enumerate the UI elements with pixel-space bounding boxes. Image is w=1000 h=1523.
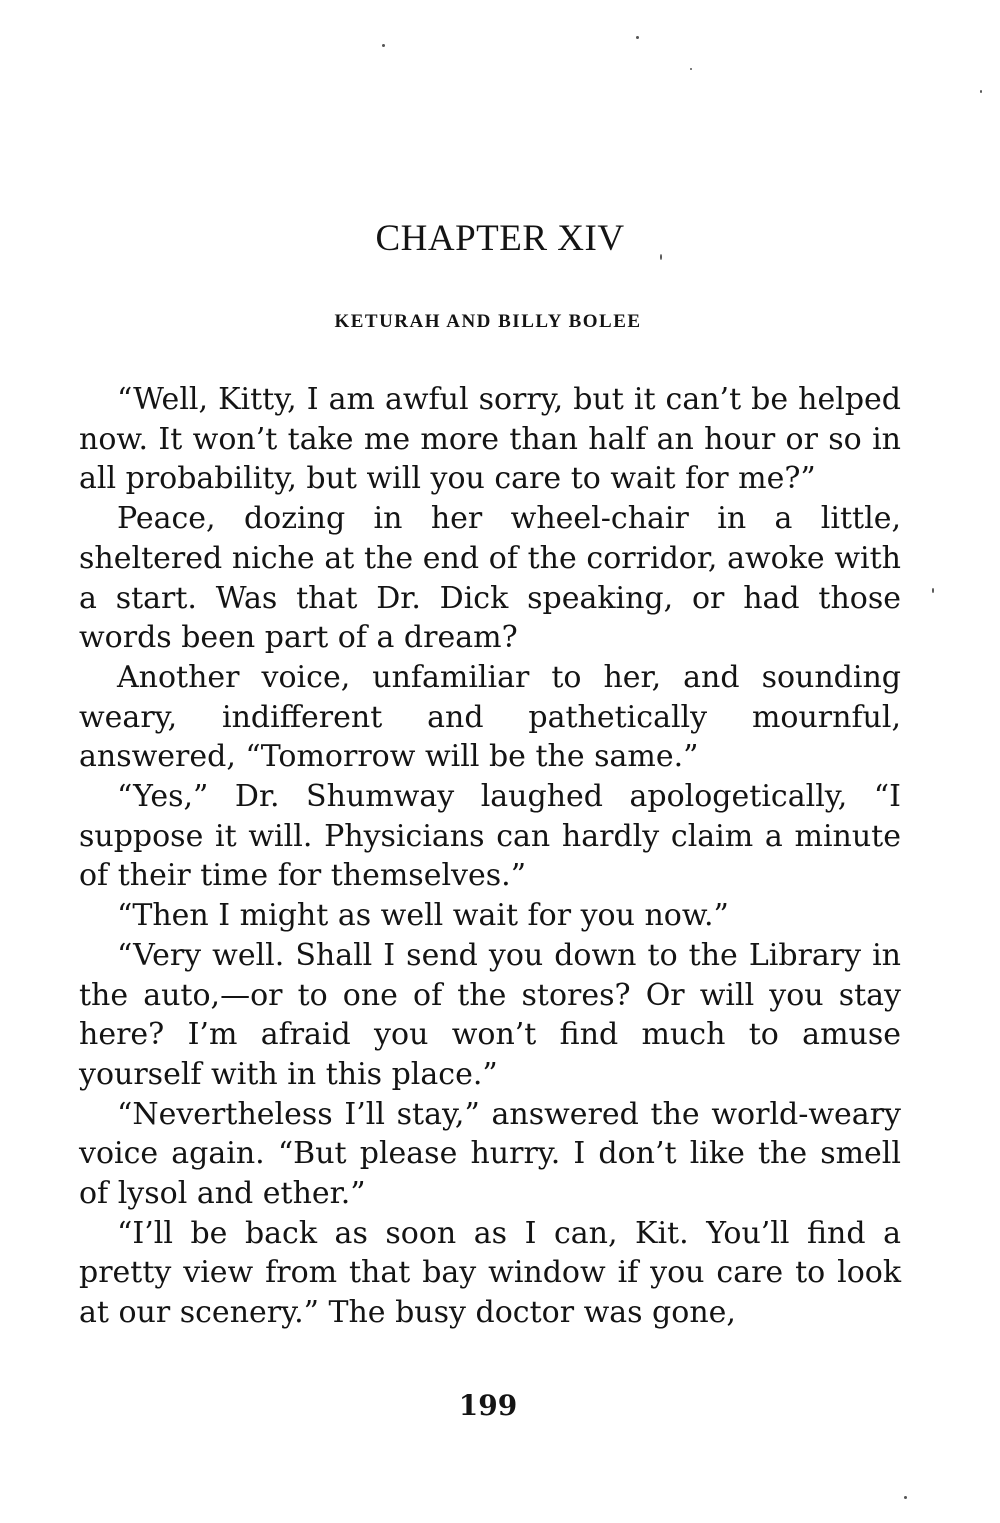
paragraph: “Well, Kitty, I am awful sorry, but it can’t be helped now. It won’t take me more than half an hour or so in all probability, but will you care to wait for me?” xyxy=(79,382,901,497)
paragraph: Another voice, unfamiliar to her, and sounding weary, indifferent and pathetically mournful, answered, “Tomorrow will be the same.” xyxy=(79,659,901,775)
scan-speck xyxy=(904,1496,907,1499)
chapter-title: CHAPTER XIV xyxy=(375,218,625,259)
paragraph: “Then I might as well wait for you now.” xyxy=(117,898,729,934)
paragraph: “Yes,” Dr. Shumway laughed apologetically, “I suppose it will. Physicians can hardly claim a minute of their time for themselves.” xyxy=(79,779,901,894)
paragraph: “I’ll be back as soon as I can, Kit. You’ll find a pretty view from that bay window if you care to look at our scenery.” The busy doctor was gone, xyxy=(79,1215,901,1331)
scan-speck xyxy=(932,588,934,593)
paragraph: Peace, dozing in her wheel-chair in a little, sheltered niche at the end of the corridor, awoke with a start. Was that Dr. Dick speaking, or had those words been part of a dream? xyxy=(79,501,901,656)
chapter-subtitle: KETURAH AND BILLY BOLEE xyxy=(334,311,642,332)
page-number: 199 xyxy=(458,1389,518,1422)
paragraph: “Nevertheless I’ll stay,” answered the world-weary voice again. “But please hurry. I don’t like the smell of lysol and ether.” xyxy=(79,1096,901,1212)
scan-speck xyxy=(382,44,385,47)
scan-speck xyxy=(980,90,982,93)
paragraph: “Very well. Shall I send you down to the Library in the auto,—or to one of the stores? Or will you stay here? I’m afraid you won’t find much to amuse yourself with in this place.” xyxy=(79,937,901,1092)
scan-speck xyxy=(636,36,639,39)
scan-speck xyxy=(690,68,692,70)
chapter-body xyxy=(79,380,901,1333)
